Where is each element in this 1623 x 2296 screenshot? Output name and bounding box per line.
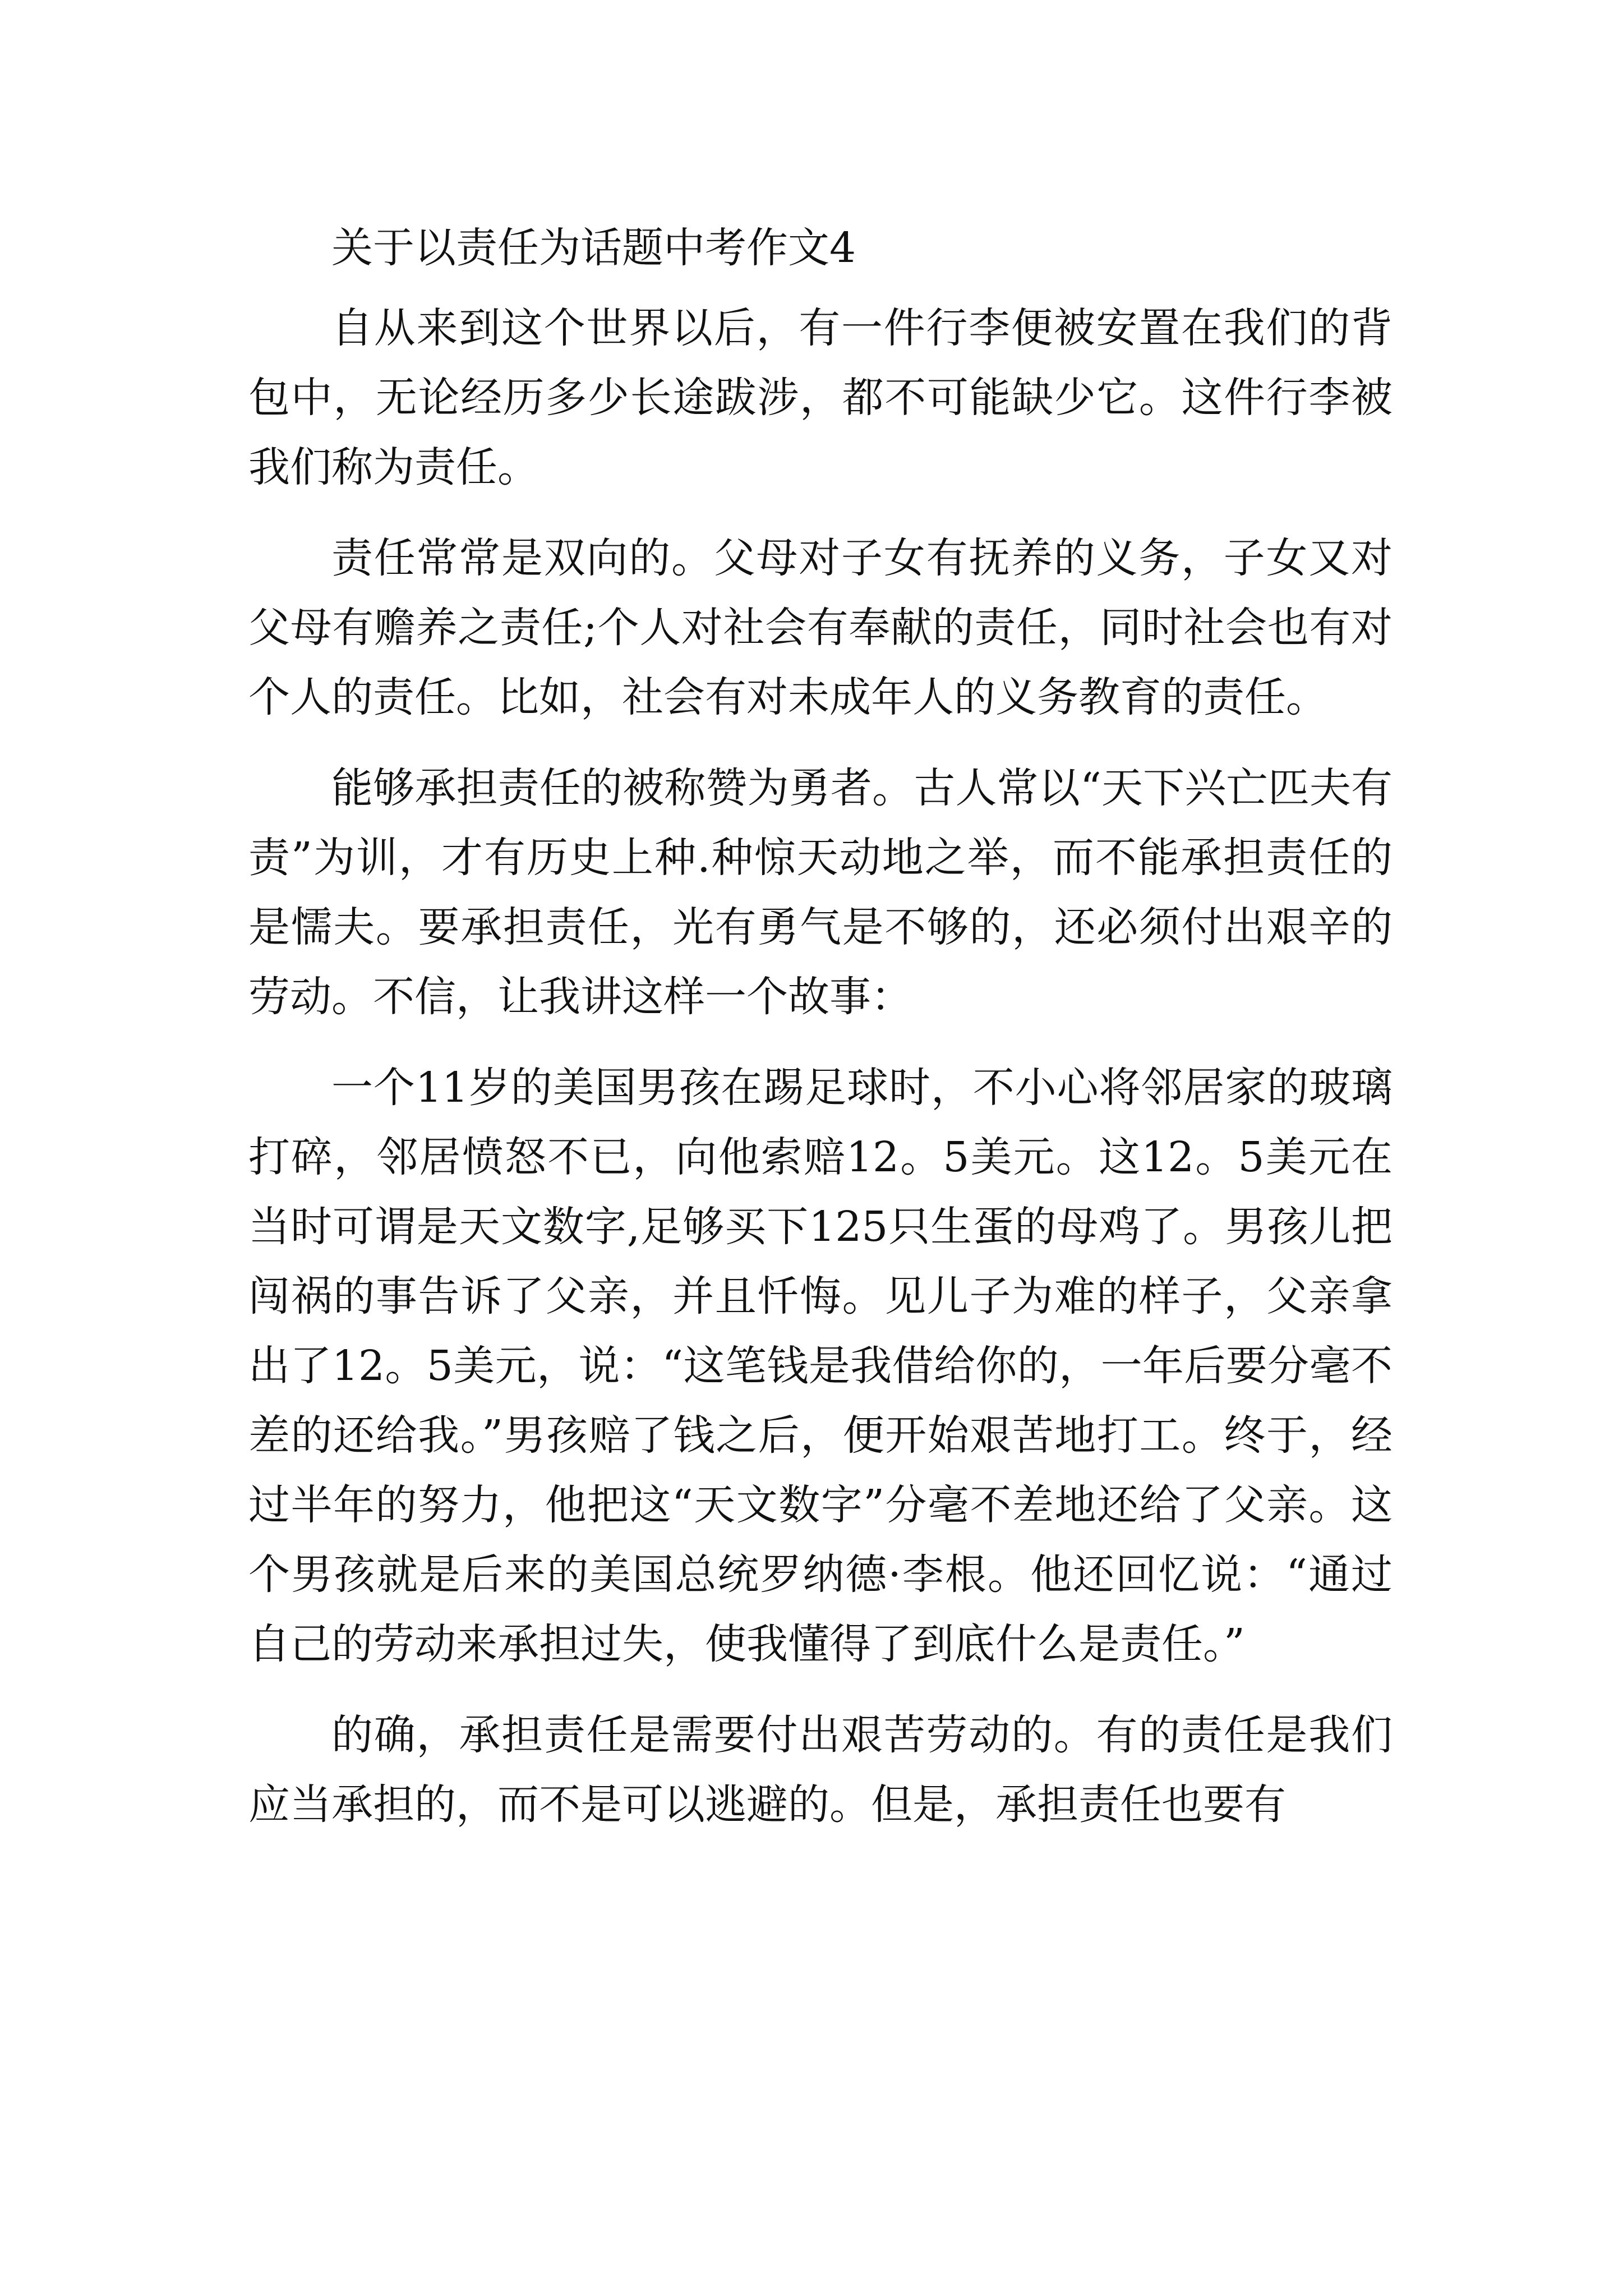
document-body	[248, 213, 1393, 1861]
paragraph-3: 能够承担责任的被称赞为勇者。古人常以“天下兴亡匹夫有责”为训，才有历史上种.种惊天动地之举，而不能承担责任的是懦夫。要承担责任，光有勇气是不够的，还必须付出艰辛的劳动。不信，让我讲这样一个故事：	[248, 764, 1393, 1021]
paragraph-5: 的确，承担责任是需要付出艰苦劳动的。有的责任是我们应当承担的，而不是可以逃避的。但是，承担责任也要有	[248, 1711, 1393, 1829]
paragraph-1: 自从来到这个世界以后，有一件行李便被安置在我们的背包中，无论经历多少长途跋涉，都不可能缺少它。这件行李被我们称为责任。	[248, 304, 1393, 491]
document-title: 关于以责任为话题中考作文4	[331, 224, 856, 272]
paragraph-2: 责任常常是双向的。父母对子女有抚养的义务，子女又对父母有赡养之责任;个人对社会有奉献的责任，同时社会也有对个人的责任。比如，社会有对未成年人的义务教育的责任。	[248, 534, 1393, 721]
paragraph-4: 一个11岁的美国男孩在踢足球时，不小心将邻居家的玻璃打碎，邻居愤怒不已，向他索赔12。5美元。这12。5美元在当时可谓是天文数字,足够买下125只生蛋的母鸡了。男孩儿把闯祸的事告诉了父亲，并且忏悔。见儿子为难的样子，父亲拿出了12。5美元，说：“这笔钱是我借给你的，一年后要分毫不差的还给我。”男孩赔了钱之后，便开始艰苦地打工。终于，经过半年的努力，他把这“天文数字”分毫不差地还给了父亲。这个男孩就是后来的美国总统罗纳德·李根。他还回忆说：“通过自己的劳动来承担过失，使我懂得了到底什么是责任。”	[248, 1064, 1393, 1668]
